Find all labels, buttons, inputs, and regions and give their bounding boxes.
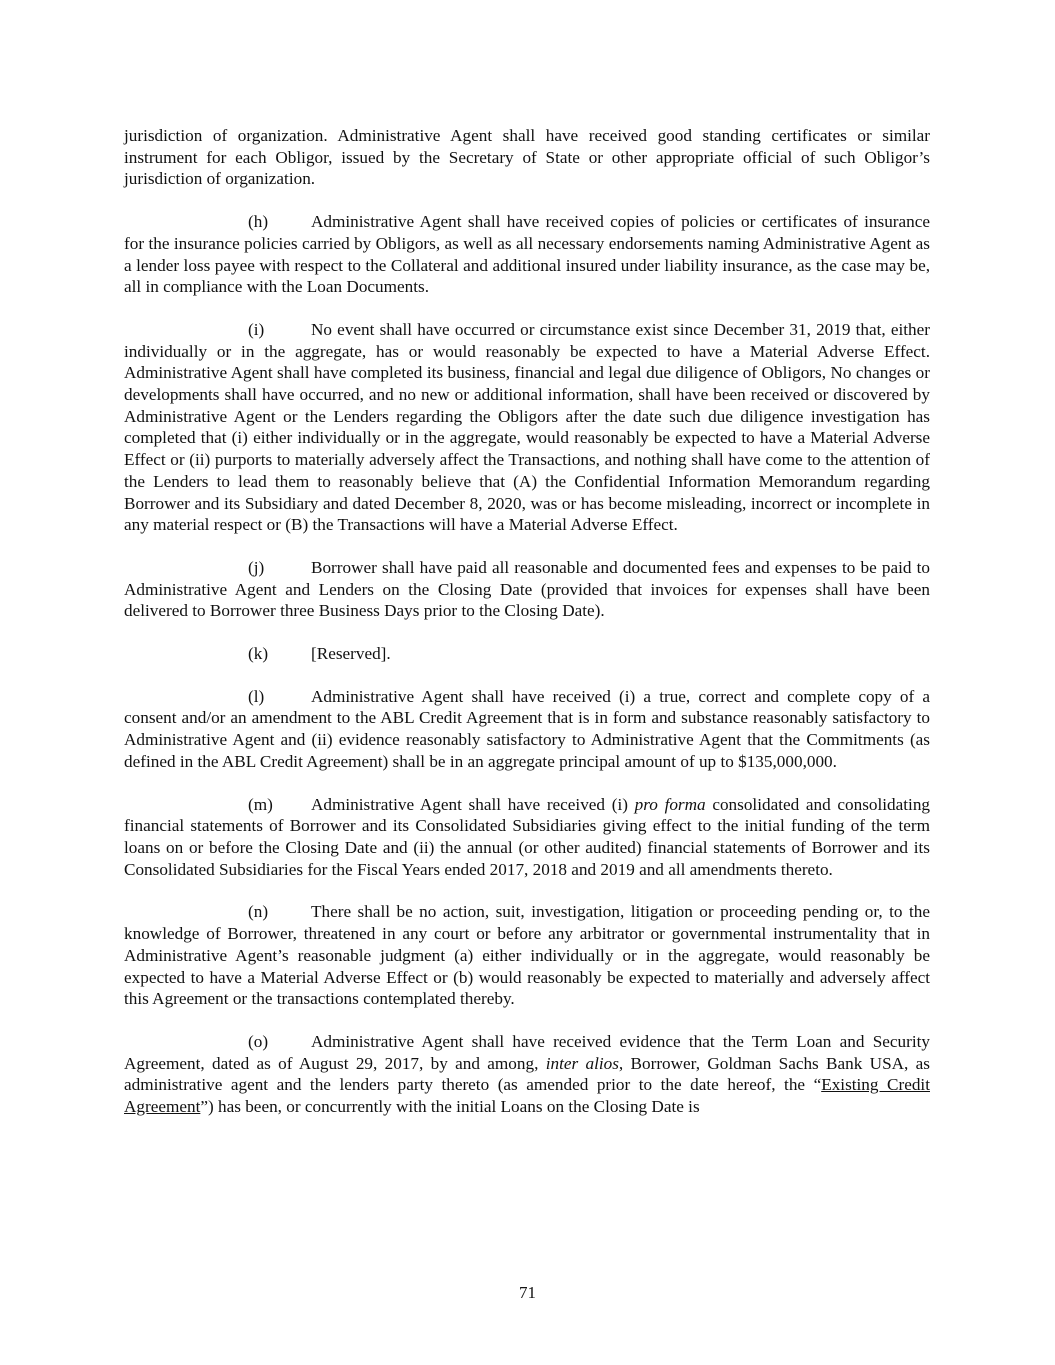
clause-n: [124, 901, 930, 1010]
clause-label: (k): [248, 644, 269, 664]
clause-o: [124, 1031, 930, 1118]
intro-paragraph: jurisdiction of organization. Administrative Agent shall have received good standing certificates or similar instrument for each Obligor, issued by the Secretary of State or other appropriate official of such Obligor’s jurisdiction of organization.: [124, 126, 930, 189]
document-page: [124, 125, 930, 1139]
clause-text: Borrower shall have paid all reasonable and documented fees and expenses to be paid to Administrative Agent and Lenders on the Closing Date (provided that invoices for expenses shall have been delivered to Borrower three Business Days prior to the Closing Date).: [124, 557, 930, 621]
clause-label: (j): [248, 557, 265, 577]
clause-label: (h): [248, 212, 269, 232]
clause-text: There shall be no action, suit, investigation, litigation or proceeding pending or, to the knowledge of Borrower, threatened in any court or before any arbitrator or governmental instrumentality that in Administrative Agent’s reasonable judgment (a) either individually or in the aggregate, would reasonably be expected to have a Material Adverse Effect or (b) would reasonably be expected to materially and adversely affect this Agreement or the transactions contemplated thereby.: [124, 902, 930, 1009]
clause-text-start: Administrative Agent shall have received (i): [311, 794, 635, 814]
clause-label: (i): [248, 319, 265, 339]
clause-m: [124, 794, 930, 881]
clause-label: (n): [248, 902, 269, 922]
clause-text-end: ”) has been, or concurrently with the initial Loans on the Closing Date is: [200, 1097, 700, 1117]
clause-text: No event shall have occurred or circumstance exist since December 31, 2019 that, either individually or in the aggregate, has or would reasonably be expected to have a Material Adverse Effect. Administrative Agent shall have completed its business, financial and legal due diligence of Obligors, No changes or developments shall have occurred, and no new or additional information, shall have been received or discovered by Administrative Agent or the Lenders regarding the Obligors after the date such due diligence investigation has completed that (i) either individually or in the aggregate, would reasonably be expected to have a Material Adverse Effect or (ii) purports to materially adversely affect the Transactions, and nothing shall have come to the attention of the Lenders to lead them to reasonably believe that (A) the Confidential Information Memorandum regarding Borrower and its Subsidiary and dated December 8, 2020, was or has become misleading, incorrect or incomplete in any material respect or (B) the Transactions will have a Material Adverse Effect.: [124, 319, 930, 535]
clause-i: [124, 319, 930, 536]
clause-h: [124, 211, 930, 298]
clause-label: (o): [248, 1031, 269, 1051]
clause-j: [124, 557, 930, 622]
clause-text-end: consolidated and consolidating financial statements of Borrower and its Consolidated Subsidiaries giving effect to the initial funding of the term loans on or before the Closing Date and (ii) the annual (or other audited) financial statements of Borrower and its Consolidated Subsidiaries for the Fiscal Years ended 2017, 2018 and 2019 and all amendments thereto.: [124, 794, 931, 879]
italic-term: inter alios: [545, 1053, 619, 1073]
clause-text: Administrative Agent shall have received copies of policies or certificates of insurance for the insurance policies carried by Obligors, as well as all necessary endorsements naming Administrative Agent as a lender loss payee with respect to the Collateral and additional insured under liability insurance, as the case may be, all in compliance with the Loan Documents.: [124, 212, 930, 297]
defined-term: Existing Credit Agreement: [124, 1075, 930, 1117]
clause-text-start: Administrative Agent shall have received evidence that the Term Loan and Security Agreement, dated as of August 29, 2017, by and among,: [124, 1031, 930, 1073]
italic-term: pro forma: [634, 794, 706, 814]
clause-text: Administrative Agent shall have received (i) a true, correct and complete copy of a consent and/or an amendment to the ABL Credit Agreement that is in form and substance reasonably satisfactory to Administrative Agent and (ii) evidence reasonably satisfactory to Administrative Agent that the Commitments (as defined in the ABL Credit Agreement) shall be in an aggregate principal amount of up to $135,000,000.: [124, 686, 930, 771]
clause-text-middle: , Borrower, Goldman Sachs Bank USA, as administrative agent and the lenders party thereto (as amended prior to the date hereof, the “: [124, 1053, 930, 1095]
clause-l: [124, 686, 930, 773]
clause-k: [124, 643, 930, 665]
clause-label: (l): [248, 686, 265, 706]
clause-label: (m): [248, 794, 273, 814]
page-number: 71: [519, 1283, 536, 1302]
clause-text: [Reserved].: [311, 644, 391, 664]
